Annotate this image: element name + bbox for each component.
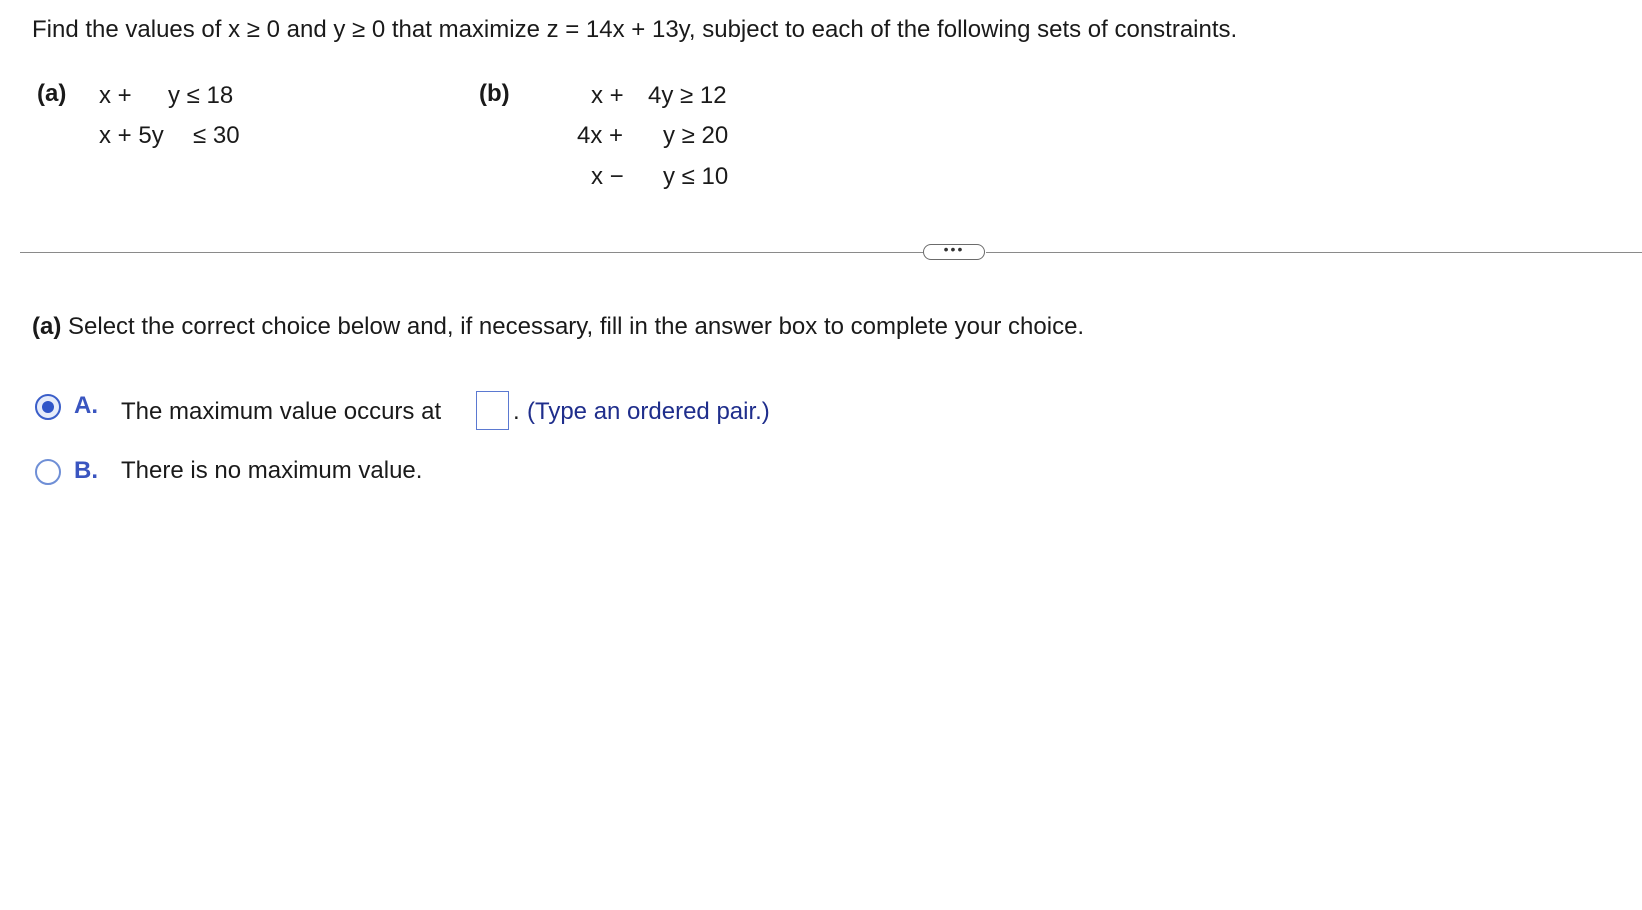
instruction-part-label: (a) xyxy=(32,313,62,340)
part-a-constraint-2-left: x + 5y xyxy=(99,122,164,149)
part-b-constraint-2-left: 4x + xyxy=(577,122,624,149)
choice-a-text[interactable]: The maximum value occurs at xyxy=(121,398,442,425)
choice-b-text[interactable]: There is no maximum value. xyxy=(121,457,423,484)
part-b-label: (b) xyxy=(479,80,510,107)
part-b-constraint-2-right: y ≥ 20 xyxy=(663,122,729,149)
part-b-constraint-3-right: y ≤ 10 xyxy=(663,163,729,190)
question-prompt: Find the values of x ≥ 0 and y ≥ 0 that maximize z = 14x + 13y, subject to each of the following sets of constraints. xyxy=(32,16,1238,43)
divider xyxy=(20,252,923,253)
ordered-pair-answer-input[interactable] xyxy=(476,391,509,430)
part-b-constraint-1-right: 4y ≥ 12 xyxy=(648,82,727,109)
divider xyxy=(986,252,1642,253)
part-a-constraint-1-left: x + xyxy=(99,82,132,109)
part-b-constraint-1-left: x + xyxy=(591,82,624,109)
part-a-constraint-2-right: ≤ 30 xyxy=(193,122,240,149)
answer-format-hint: (Type an ordered pair.) xyxy=(527,398,770,425)
part-a-constraint-1-right: y ≤ 18 xyxy=(168,82,234,109)
part-b-constraint-3-left: x − xyxy=(591,163,624,190)
more-options-button[interactable]: ••• xyxy=(923,244,985,260)
choice-a-suffix: . xyxy=(513,398,520,425)
choice-b-letter[interactable]: B. xyxy=(74,457,98,484)
part-a-label: (a) xyxy=(37,80,67,107)
instruction-text: Select the correct choice below and, if necessary, fill in the answer box to complete your choice. xyxy=(68,313,1085,340)
instruction xyxy=(32,313,1084,341)
choice-b-radio[interactable] xyxy=(35,459,61,485)
choice-a-radio[interactable] xyxy=(35,394,61,420)
choice-a-letter[interactable]: A. xyxy=(74,392,98,419)
